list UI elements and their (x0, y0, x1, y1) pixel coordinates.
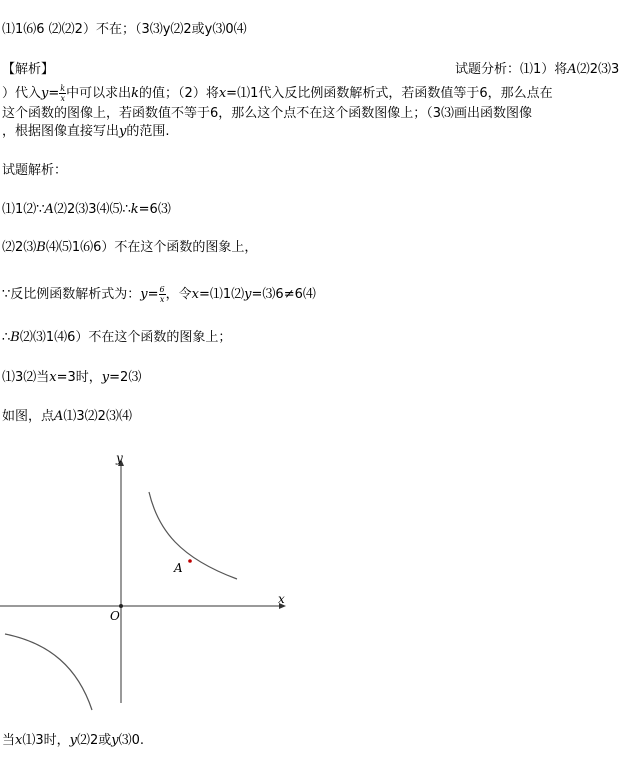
text-run: = (48, 86, 60, 101)
text-run: ⑵2或 (77, 733, 112, 748)
analysis-line-3: 这个函数的图像上，若函数值不等于6，那么这个点不在这个函数图像上；（3⑶画出函数图像 (2, 106, 533, 121)
text-run: ∴ (2, 330, 11, 345)
origin-label: O (110, 609, 120, 623)
text-run: 如图，点 (2, 409, 55, 424)
var-y: y (140, 287, 148, 302)
var-x: x (191, 287, 199, 302)
hyperbola-branch-q3 (5, 634, 92, 710)
solution-label: 试题解析： (2, 163, 68, 178)
solution-step-2 (2, 240, 257, 256)
var-A: A (54, 409, 64, 424)
var-x: x (49, 370, 57, 385)
text-run: ，令 (165, 287, 192, 302)
var-y: y (41, 86, 49, 101)
text-run: ⑴3⑵当 (2, 370, 50, 385)
hyperbola-graph (0, 448, 300, 718)
var-y: y (244, 287, 252, 302)
var-B: B (10, 330, 20, 345)
jiexi-label: 【解析】 (2, 62, 55, 77)
origin-dot (119, 604, 123, 608)
text-run: ⑵2⑶3 (576, 62, 620, 77)
analysis-label: 试题分析： (455, 62, 521, 77)
final-answer (2, 733, 144, 749)
solution-step-3 (2, 285, 316, 304)
text-run: ⑷⑸1⑹6）不在这个函数的图象上， (45, 240, 258, 255)
analysis-line-1 (455, 62, 619, 78)
text-run: = (147, 287, 159, 302)
text-run: =⑶6≠6⑷ (251, 287, 316, 302)
solution-step-6 (2, 409, 132, 425)
analysis-line-2 (2, 84, 553, 103)
solution-step-1 (2, 202, 171, 218)
y-axis-label: y (116, 451, 123, 465)
point-A-label: A (174, 561, 183, 575)
text-run: =3时， (56, 370, 102, 385)
var-k: k (130, 202, 139, 217)
frac-num: k (60, 84, 66, 93)
text-run: =2⑶ (109, 370, 142, 385)
text-run: ∵反比例函数解析式为： (2, 287, 141, 302)
fraction-6-over-x (159, 285, 166, 304)
var-y: y (119, 124, 127, 139)
text-run: 的范围. (126, 124, 170, 139)
text-run: ⑵2⑶3⑷⑸∴ (53, 202, 131, 217)
var-k: k (131, 86, 140, 101)
var-y: y (101, 370, 110, 385)
solution-step-4 (2, 330, 231, 346)
var-A: A (567, 62, 577, 77)
text-run: ⑵2⑶ (2, 240, 37, 255)
text-run: 的值；（2）将 (139, 86, 219, 101)
x-axis-label: x (278, 592, 285, 606)
var-A: A (44, 202, 54, 217)
var-y: y (111, 733, 119, 748)
var-B: B (36, 240, 46, 255)
text-run: 当 (2, 733, 16, 748)
solution-step-5 (2, 370, 141, 386)
text-run: ）代入 (2, 86, 42, 101)
frac-num: 6 (159, 285, 165, 294)
text-run: ⑴1）将 (520, 62, 568, 77)
frac-den: x (60, 94, 65, 103)
text-run: ⑴3时， (22, 733, 70, 748)
text-run: 中可以求出 (66, 86, 132, 101)
text-run: ⑴3⑵2⑶⑷ (63, 409, 132, 424)
hyperbola-branch-q1 (149, 492, 237, 579)
analysis-line-4 (2, 124, 170, 140)
text-run: =⑴1⑵ (199, 287, 245, 302)
text-run: ⑵⑶1⑷6）不在这个函数的图象上； (19, 330, 232, 345)
text-run: =⑴1代入反比例函数解析式，若函数值等于6，那么点在 (226, 86, 553, 101)
var-y: y (69, 733, 77, 748)
var-x: x (218, 86, 227, 101)
text-run: ，根据图像直接写出 (2, 124, 120, 139)
point-A (188, 559, 192, 563)
var-x: x (15, 733, 23, 748)
frac-den: x (159, 295, 165, 304)
text-run: ⑴1⑵∵ (2, 202, 45, 217)
text-run: =6⑶ (138, 202, 171, 217)
answer-summary: ⑴1⑹6 ⑵⑵2）不在；（3⑶y⑵2或y⑶0⑷ (2, 22, 247, 37)
text-run: ⑶0. (118, 733, 145, 748)
